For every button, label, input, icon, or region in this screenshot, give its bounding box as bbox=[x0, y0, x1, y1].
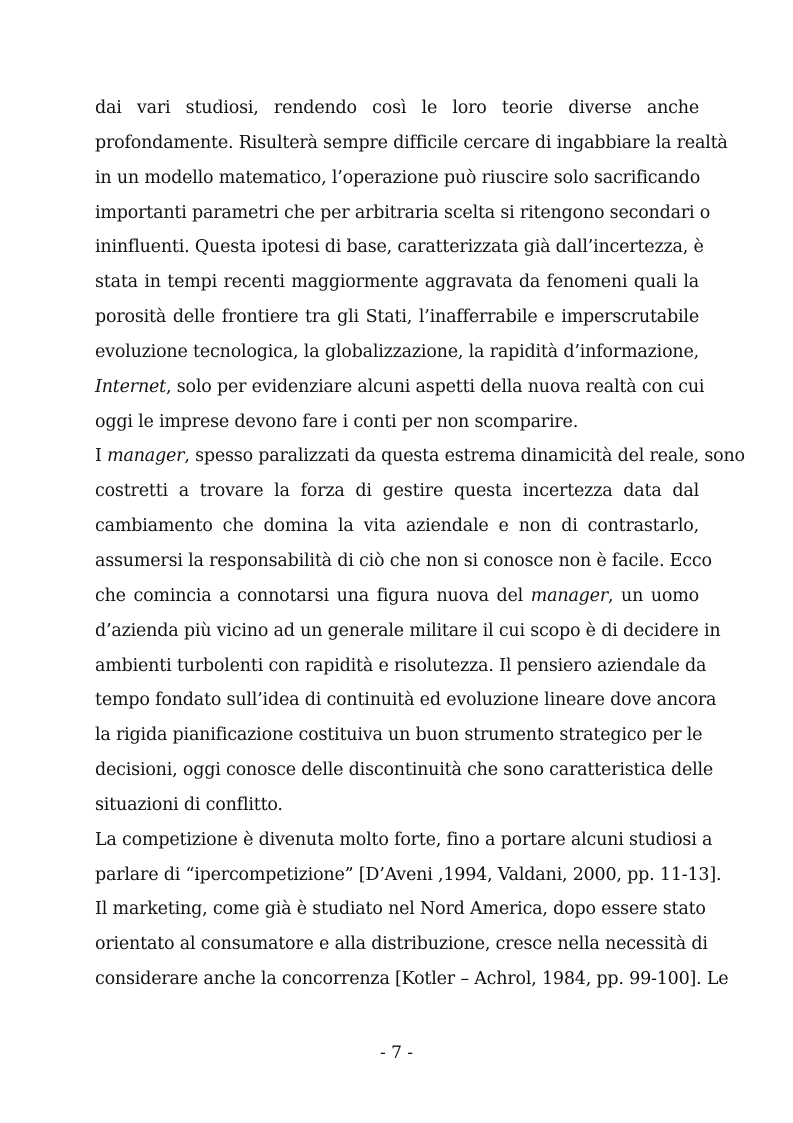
text-segment: cambiamento che domina la vita aziendale e non di contrastarlo, bbox=[95, 516, 699, 537]
italic-term: manager bbox=[107, 446, 185, 467]
text-segment: stata in tempi recenti maggiormente aggravata da fenomeni quali la bbox=[95, 272, 699, 293]
text-segment: La competizione è divenuta molto forte, fino a portare alcuni studiosi a bbox=[95, 829, 713, 850]
text-segment: in un modello matematico, l’operazione può riuscire solo sacrificando bbox=[95, 167, 701, 188]
text-segment: I bbox=[95, 446, 108, 467]
text-line bbox=[95, 196, 711, 231]
text-segment: , solo per evidenziare alcuni aspetti della nuova realtà con cui bbox=[166, 376, 705, 397]
text-line bbox=[95, 649, 707, 684]
text-line bbox=[95, 927, 708, 962]
text-line bbox=[95, 823, 713, 858]
text-segment: evoluzione tecnologica, la globalizzazione, la rapidità d’informazione, bbox=[95, 341, 699, 362]
text-line bbox=[95, 230, 704, 265]
text-segment: importanti parametri che per arbitraria scelta si ritengono secondari o bbox=[95, 202, 711, 223]
body-text bbox=[95, 91, 745, 997]
text-segment: , spesso paralizzati da questa estrema dinamicità del reale, sono bbox=[184, 446, 745, 467]
text-line bbox=[95, 161, 699, 196]
italic-term: Internet bbox=[95, 376, 166, 397]
text-line bbox=[95, 788, 699, 823]
text-segment: situazioni di conflitto. bbox=[95, 794, 283, 815]
text-line bbox=[95, 614, 721, 649]
page-number: - 7 - bbox=[379, 1043, 414, 1063]
text-line bbox=[95, 370, 705, 405]
text-segment: d’azienda più vicino ad un generale militare il cui scopo è di decidere in bbox=[95, 620, 721, 641]
text-segment: , un uomo bbox=[608, 585, 699, 606]
text-segment: Il marketing, come già è studiato nel Nord America, dopo essere stato bbox=[95, 899, 706, 920]
text-segment: costretti a trovare la forza di gestire questa incertezza data dal bbox=[95, 481, 699, 502]
text-line bbox=[95, 753, 714, 788]
text-line bbox=[95, 962, 729, 997]
text-line bbox=[95, 439, 745, 474]
text-segment: che comincia a connotarsi una figura nuova del bbox=[95, 585, 531, 606]
text-line bbox=[95, 474, 699, 509]
text-segment: dai vari studiosi, rendendo così le loro teorie diverse anche bbox=[95, 98, 699, 118]
text-segment: porosità delle frontiere tra gli Stati, l’inafferrabile e imperscrutabile bbox=[95, 307, 699, 328]
text-line bbox=[95, 335, 699, 370]
text-line bbox=[95, 544, 712, 579]
text-segment: oggi le imprese devono fare i conti per non scomparire. bbox=[95, 411, 579, 432]
text-segment: assumersi la responsabilità di ciò che non si conosce non è facile. Ecco bbox=[95, 550, 712, 571]
text-line bbox=[95, 509, 699, 544]
text-line bbox=[95, 405, 699, 440]
text-line bbox=[95, 265, 699, 300]
text-segment: profondamente. Risulterà sempre difficile cercare di ingabbiare la realtà bbox=[95, 132, 728, 153]
text-line bbox=[95, 579, 699, 614]
text-segment: ininfluenti. Questa ipotesi di base, caratterizzata già dall’incertezza, è bbox=[95, 237, 704, 258]
text-segment: parlare di “ipercompetizione” [D’Aveni ,1994, Valdani, 2000, pp. 11-13]. bbox=[95, 864, 722, 885]
text-line bbox=[95, 892, 706, 927]
text-segment: la rigida pianificazione costituiva un buon strumento strategico per le bbox=[95, 725, 703, 746]
text-line bbox=[95, 858, 722, 893]
text-line bbox=[95, 683, 717, 718]
text-line bbox=[95, 91, 699, 126]
text-line bbox=[95, 718, 703, 753]
text-line bbox=[95, 126, 728, 161]
text-segment: decisioni, oggi conosce delle discontinuità che sono caratteristica delle bbox=[95, 760, 714, 781]
text-segment: tempo fondato sull’idea di continuità ed evoluzione lineare dove ancora bbox=[95, 690, 717, 711]
text-line bbox=[95, 300, 699, 335]
text-segment: orientato al consumatore e alla distribuzione, cresce nella necessità di bbox=[95, 934, 708, 955]
text-segment: considerare anche la concorrenza [Kotler – Achrol, 1984, pp. 99-100]. Le bbox=[95, 969, 729, 990]
text-segment: ambienti turbolenti con rapidità e risolutezza. Il pensiero aziendale da bbox=[95, 655, 707, 676]
italic-term: manager bbox=[530, 585, 609, 606]
